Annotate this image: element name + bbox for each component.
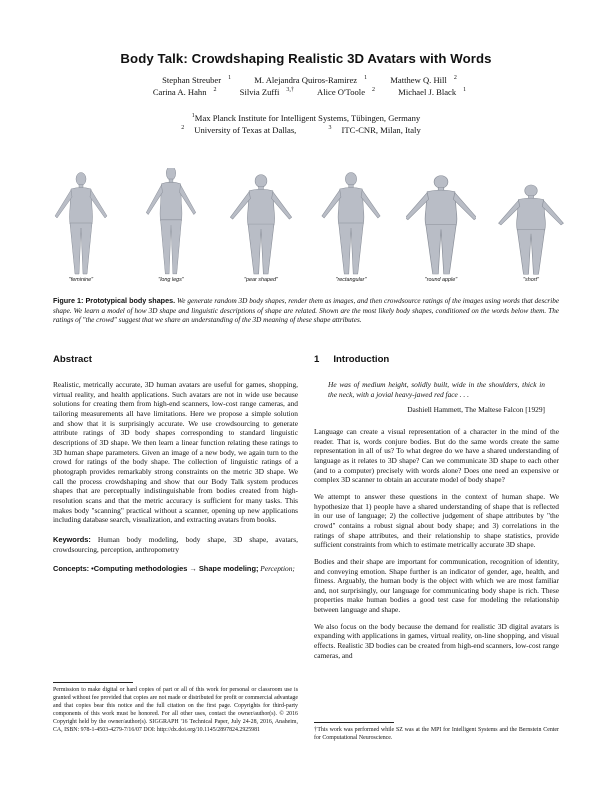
body-shape-label: "pear shaped" [244, 277, 278, 283]
author: Michael J. Black $^1$ [398, 87, 467, 97]
author: Silvia Zuffi $^{3,\dagger}$ [239, 87, 294, 97]
epigraph-attribution: Dashiell Hammett, The Maltese Falcon [1929] [407, 405, 545, 415]
affiliation-1: $^1$Max Planck Institute for Intelligent Systems, Tübingen, Germany [191, 113, 421, 123]
epigraph-quote: He was of medium height, solidly built, wide in the shoulders, thick in the neck, with a jovial heavy-jawed red face . . . [328, 380, 545, 399]
intro-paragraph-2: We attempt to answer these questions in the context of human shape. We hypothesize that 1) people have a shared understanding of shape that is reflected in our use of language; 2) the collective judgement of shape attributes by "the crowd" contains a robust signal about body shape; and 3) correlations in the ratings of shape attributes, and their relationship to shape statistics, provide sufficient constraints from which to estimate metrically accurate 3D shape. [314, 491, 559, 550]
keywords: Keywords: Human body modeling, body shape, 3D shape, avatars, crowdsourcing, perception, anthropometry [53, 534, 298, 554]
paper-title: Body Talk: Crowdshaping Realistic 3D Avatars with Words [120, 51, 492, 66]
abstract-text: Realistic, metrically accurate, 3D human avatars are useful for games, shopping, virtual reality, and health applications. Such avatars are not in wide use because solutions for creating them from high-end scanners, low-cost range cameras, and tailoring measurements all have limitations. Here we propose a simple solution and show that it is surprisingly accurate. We use crowdsourcing to generate attribute ratings of 3D body shapes corresponding to standard linguistic descriptions of 3D shape. We then learn a linear function relating these ratings to 3D human shape parameters. Given an image of a new body, we again turn to the crowd for ratings of the body shape. The collection of linguistic ratings of a photograph provides remarkably strong constraints on the metric 3D shape. We call the process crowdshaping and show that our Body Talk system produces shapes that are perceptually indistinguishable from bodies created from high-resolution scans and that the metric accuracy is sufficient for many tasks. This makes body "scanning" practical without a scanner, opening up new applications including database search, visualization, and extracting avatars from books. [53, 380, 298, 525]
body-shape-render [316, 168, 386, 276]
intro-paragraph-4: We also focus on the body because the demand for realistic 3D digital avatars is expanding with applications in games, virtual reality, on-line shopping, and visual effects. Realistic 3D bodies can be created from high-end scanners, low-cost range cameras, and [314, 621, 559, 660]
body-shape-figure [226, 168, 296, 288]
body-shape-label: "round apple" [424, 277, 458, 283]
body-shape-label: "rectangular" [335, 277, 367, 283]
figure-body-shapes [46, 168, 566, 288]
intro-paragraph-3: Bodies and their shape are important for communication, recognition of identity, and conveying emotion. Shape further is an indicator of gender, age, health, and fitness. Arguably, the human body is the object with which we are most familiar and, not surprisingly, our language for communicating body shape is rich. These properties make human bodies a good test case for modeling the relationship between language and shape. [314, 556, 559, 615]
caption-text: We generate random 3D body shapes, render them as images, and then crowdsource ratings of the images using words that describe shape. We learn a model of how 3D shape and linguistic descriptions of shape are related. Shown are the most likely body shapes, conditioned on the words below them. The ratings of "the crowd" suggest that we share an understanding of the 3D meaning of these shape attributes. [53, 297, 560, 325]
author-row-1 [0, 74, 612, 86]
left-column [53, 354, 298, 581]
footnote-divider [314, 722, 394, 723]
intro-paragraph-1: Language can create a visual representation of a character in the mind of the reader. That is, words conjure bodies. But do the same words create the same representation in all of us? To what degree do we have a shared understanding of language as it relates to 3D shape? Can we communicate 3D shape to each other (and to a computer) precisely with words alone? Does one need an expensive or complex 3D scanner to obtain an accurate model of body shape? [314, 426, 559, 485]
body-shape-render [496, 168, 566, 276]
body-shape-render [136, 168, 206, 276]
body-shape-render [226, 168, 296, 276]
author: M. Alejandra Quiros-Ramirez $^1$ [254, 75, 368, 85]
body-shape-figure [316, 168, 386, 288]
body-shape-render [406, 168, 476, 276]
body-shape-label: "short" [523, 277, 539, 283]
body-shape-figure [406, 168, 476, 288]
author-row-2 [0, 86, 612, 98]
author: Alice O'Toole $^2$ [317, 87, 376, 97]
author-list [0, 74, 612, 98]
affiliations [0, 112, 612, 136]
footnote-divider [53, 682, 133, 683]
affiliation-2: $^2$ University of Texas at Dallas, [181, 125, 297, 135]
affiliation-3: $^3$ ITC-CNR, Milan, Italy [328, 125, 421, 135]
body-shape-figure [46, 168, 116, 288]
body-shape-figure [496, 168, 566, 288]
author-footnote: †This work was performed while SZ was at the MPI for Intelligent Systems and the Bernstein Center for Computational Neuroscience. [314, 722, 559, 743]
right-column [314, 354, 559, 667]
figure-caption [53, 296, 559, 326]
affiliation-row-2 [0, 124, 612, 136]
body-shape-figure [136, 168, 206, 288]
body-shape-label: "long legs" [158, 277, 184, 283]
caption-label: Figure 1: Prototypical body shapes. [53, 296, 176, 305]
author: Matthew Q. Hill $^2$ [390, 75, 457, 85]
body-shape-render [46, 168, 116, 276]
author: Stephan Streuber $^1$ [162, 75, 232, 85]
author: Carina A. Hahn $^2$ [152, 87, 217, 97]
body-shape-label: "feminine" [68, 277, 94, 283]
introduction-heading: 1 Introduction [314, 354, 390, 365]
copyright-footnote: Permission to make digital or hard copies of part or all of this work for personal or classroom use is granted without fee provided that copies are not made or distributed for profit or commercial advantage and that copies bear this notice and the full citation on the first page. Copyrights for third-party components of this work must be honored. For all other uses, contact the owner/author(s). © 2016 Copyright held by the owner/author(s). SIGGRAPH '16 Technical Paper, July 24-28, 2016, Anaheim, CA, ISBN: 978-1-4503-4279-7/16/07 DOI: http://dx.doi.org/10.1145/2897824.2925981 [53, 682, 298, 734]
ccs-concepts: Concepts: •Computing methodologies → Shape modeling; Perception; [53, 564, 295, 574]
abstract-heading: Abstract [53, 354, 92, 365]
